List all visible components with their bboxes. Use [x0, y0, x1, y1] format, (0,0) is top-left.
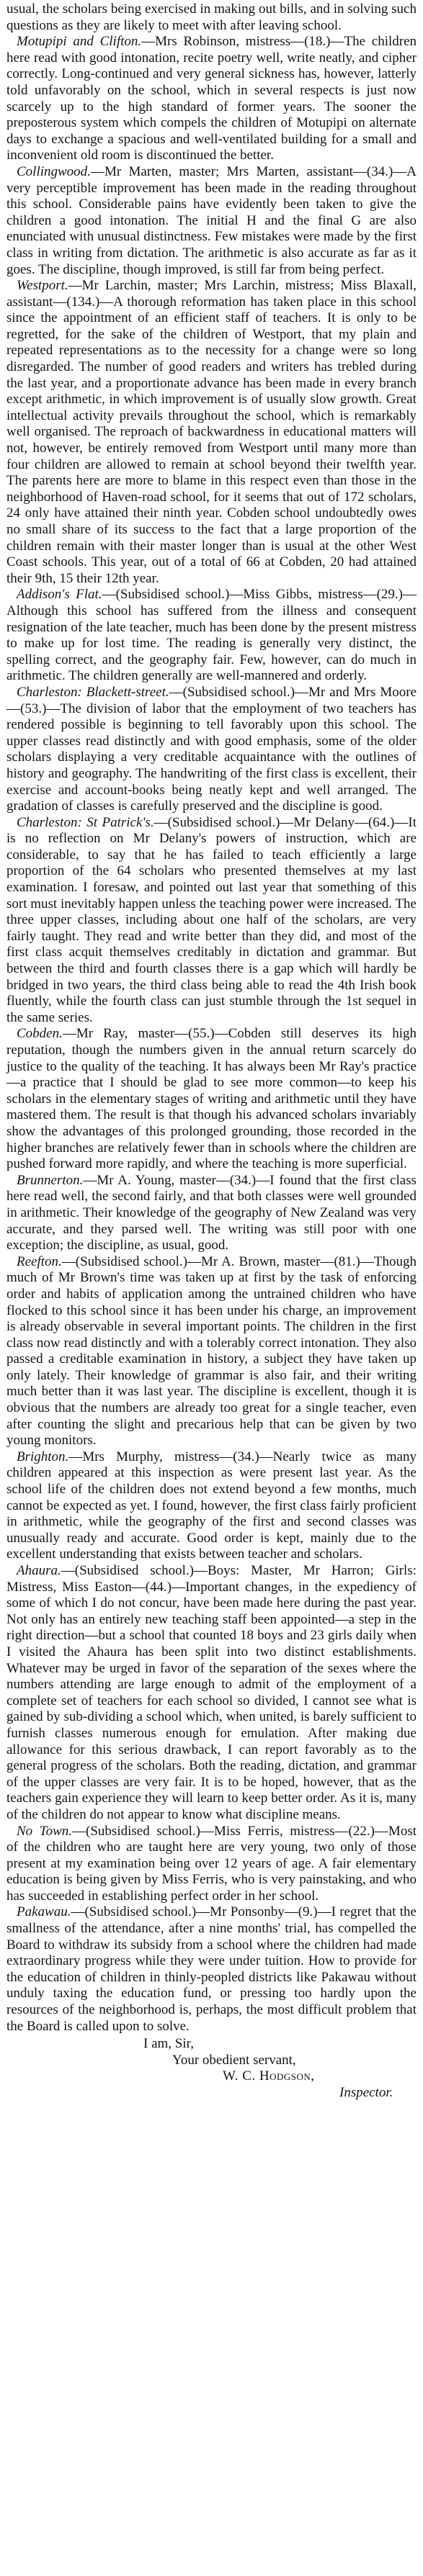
school-name: Brighton.: [17, 1449, 69, 1464]
school-name: Motupipi and Clifton.: [17, 34, 142, 50]
signatory-title: Inspector.: [339, 2085, 393, 2100]
school-report-text: —Mr Marten, master; Mrs Marten, assistant—(34.)—A very perceptible improvement has been made in the reading throughout this school. Considerable pains have evidently been taken to give the children a good intonation. The initial H and the final G are also enunciated with unusual distinctness. Few mistakes were made by the first class in writing from dictation. The arithmetic is also accurate as far as it goes. The discipline, though improved, is still far from being perfect.: [6, 163, 417, 277]
school-name: Brunnerton.: [17, 1172, 84, 1188]
school-report-text: —(Subsidised school.)—Mr and Mrs Moore—(53.)—The division of labor that the employment of two teachers has rendered possible is beginning to tell favorably upon this school. The upper classes read distinctly and with good emphasis, some of the older scholars displaying a very creditable acquaintance with the outlines of history and geography. The handwriting of the first class is excellent, their exercise and account-books being neatly kept and well arranged. The gradation of classes is carefully preserved and the discipline is good.: [6, 684, 417, 814]
school-report-text: —(Subsidised school.)—Mr A. Brown, master—(81.)—Though much of Mr Brown's time was taken up at first by the task of enforcing order and habits of application among the untrained children who have flocked to this school since it has been under his charge, an improvement is already observable in several important points. The children in the first class now read distinctly and with a tolerably correct intonation. They also passed a creditable examination in history, a subject they have taken up only lately. Their knowledge of grammar is also fair, and their writing much better than it was last year. The discipline is excellent, though it is obvious that the numbers are already too great for a single teacher, even after counting the slight and precarious help that can be given by two young monitors.: [6, 1253, 417, 1449]
school-report-text: —Mr A. Young, master—(34.)—I found that the first class here read well, the second fairly, and that both classes were well grounded in arithmetic. Their knowledge of the geography of New Zealand was very accurate, and they parsed well. The writing was still poor with one exception; the discipline, as usual, good.: [6, 1172, 417, 1253]
report-paragraph-collingwood: [6, 164, 417, 278]
report-paragraph-westport: [6, 278, 417, 587]
report-paragraph-addisons-flat: [6, 587, 417, 685]
school-name: Cobden.: [17, 1026, 63, 1042]
school-name: Pakawau.: [17, 1904, 71, 1920]
report-paragraph-cobden: [6, 1026, 417, 1172]
report-paragraph-charleston-blackett-street: [6, 685, 417, 815]
school-name: Ahaura.: [17, 1563, 61, 1578]
school-name: Charleston: Blackett-street.: [17, 684, 169, 700]
report-paragraph-brighton: [6, 1449, 417, 1563]
school-name: Charleston: St Patrick's.: [17, 814, 154, 830]
school-name: No Town.: [17, 1823, 73, 1839]
report-paragraph-ahaura: [6, 1563, 417, 1824]
complimentary-close: Your obedient servant,: [172, 2052, 296, 2068]
report-paragraph-charleston-st-patricks: [6, 815, 417, 1027]
school-name: Collingwood.: [17, 163, 91, 179]
school-report-text: —(Subsidised school.)—Miss Ferris, mistress—(22.)—Most of the children who are taught here are very young, two only of those present at my examination being over 12 years of age. A fair elementary education is being given by Miss Ferris, who is very painstaking, and who has succeeded in establishing perfect order in her school.: [6, 1823, 417, 1904]
school-name: Westport.: [17, 278, 68, 294]
letter-closing: [6, 2036, 417, 2101]
continued-text: usual, the scholars being exercised in making out bills, and in solving such questions as they are likely to meet with after leaving school.: [6, 1, 417, 33]
school-report-text: —(Subsidised school.)—Boys: Master, Mr Harron; Girls: Mistress, Miss Easton—(44.)—Important changes, in the expediency of some of which I do not concur, have been made here during the past year. Not only has an entirely new teaching staff been appointed—a step in the right direction—but a school that counted 18 boys and 23 girls daily when I visited the Ahaura has been split into two distinct establishments. Whatever may be urged in favor of the separation of the sexes where the numbers attending are large enough to admit of the employment of a complete set of teachers for each school so divided, I cannot see what is gained by sub-dividing a school which, when united, is barely sufficient to furnish classes numerous enough for emulation. After making due allowance for this serious drawback, I can report favorably as to the general progress of the scholars. Both the reading, dictation, and grammar of the upper classes are very fair. It is to be hoped, however, that as the teachers gain experience they will learn to keep better order. As it is, many of the children do not appear to know what discipline means.: [6, 1563, 417, 1822]
school-report-text: —(Subsidised school.)—Mr Ponsonby—(9.)—I regret that the smallness of the attendance, after a nine months' trial, has compelled the Board to withdraw its subsidy from a school where the children had made extraordinary progress while they were under tuition. How to provide for the education of children in thinly-peopled districts like Pakawau without unduly taxing the education fund, or pressing too hardly upon the resources of the neighborhood is, perhaps, the most difficult problem that the Board is called upon to solve.: [6, 1904, 417, 2034]
school-report-text: —Mrs Robinson, mistress—(18.)—The children here read with good intonation, recite poetry well, write neatly, and cipher correctly. Long-continued and very general sickness has, however, latterly told unfavorably on the school, which in several respects is just now scarcely up to the high standard of former years. The sooner the preposterous system which compels the children of Motupipi on alternate days to exchange a spacious and well-ventilated building for a small and inconvenient old room is discontinued the better.: [6, 34, 417, 163]
school-name: Reefton.: [17, 1253, 62, 1269]
continued-paragraph: [6, 1, 417, 34]
school-report-text: —(Subsidised school.)—Miss Gibbs, mistress—(29.)—Although this school has suffered from the illness and consequent resignation of the late teacher, much has been done by the present mistress to make up for lost time. The reading is generally very distinct, the spelling correct, and the geography fair. Few, however, can do much in arithmetic. The children generally are well-mannered and orderly.: [6, 587, 417, 684]
report-paragraph-motupipi: [6, 34, 417, 164]
school-report-text: —Mr Larchin, master; Mrs Larchin, mistress; Miss Blaxall, assistant—(134.)—A thorough reformation has taken place in this school since the appointment of an efficient staff of teachers. It is only to be regretted, for the sake of the children of Westport, that my plain and repeated representations as to the necessity for a change were so long disregarded. The number of good readers and writers has trebled during the last year, and a proportionate advance has been made in every branch except arithmetic, in which improvement is of usually slow growth. Great intellectual activity prevails throughout the school, which is remarkably well organised. The reproach of backwardness in educational matters will not, however, be entirely removed from Westport until many more than four children are allowed to remain at school beyond their twelfth year. The parents here are more to blame in this respect even than those in the neighborhood of Haven-road school, for it seems that out of 172 scholars, 24 only have attained their ninth year. Cobden school undoubtedly owes no small share of its success to the fact that a large proportion of the children remain with their master longer than is usual at the other West Coast schools. This year, out of a total of 66 at Cobden, 20 had attained their 9th, 15 their 12th year.: [6, 278, 417, 586]
school-report-text: —Mr Ray, master—(55.)—Cobden still deserves its high reputation, though the numbers given in the annual return scarcely do justice to the quality of the teaching. It has always been Mr Ray's practice—a practice that I should be glad to see more common—to keep his scholars in the elementary stages of writing and arithmetic until they have mastered them. The result is that though his advanced scholars invariably show the advantages of this prolonged grounding, those recorded in the higher branches are relatively fewer than in schools where the children are pushed forward more rapidly, and where the teaching is more superficial.: [6, 1026, 417, 1172]
signatory-name: W. C. Hodgson,: [223, 2068, 315, 2084]
closing-salutation: I am, Sir,: [143, 2036, 194, 2052]
school-report-text: —(Subsidised school.)—Mr Delany—(64.)—It is no reflection on Mr Delany's powers of instruction, which are considerable, to say that he has failed to teach efficiently a large proportion of the 64 scholars who presented themselves at my last examination. I foresaw, and pointed out last year that something of this sort must inevitably happen unless the teaching power were increased. The three upper classes, including about one half of the scholars, are very fairly taught. They read and write better than they did, and most of the first class acquit themselves creditably in dictation and grammar. But between the third and fourth classes there is a gap which will hardly be bridged in two years, the third class being able to read the 4th Irish book fluently, while the fourth class can just stumble through the 1st sequel in the same series.: [6, 814, 417, 1025]
report-paragraph-brunnerton: [6, 1173, 417, 1254]
report-paragraph-no-town: [6, 1824, 417, 1905]
report-paragraph-pakawau: [6, 1904, 417, 2035]
school-report-text: —Mrs Murphy, mistress—(34.)—Nearly twice as many children appeared at this inspection as were present last year. As the school life of the children does not extend beyond a few months, much cannot be expected as yet. I found, however, the first class fairly proficient in arithmetic, while the geography of the first and second classes was unusually ready and accurate. Good order is kept, mainly due to the excellent understanding that exists between teacher and scholars.: [6, 1449, 417, 1562]
school-name: Addison's Flat.: [17, 587, 102, 603]
report-paragraph-reefton: [6, 1254, 417, 1449]
